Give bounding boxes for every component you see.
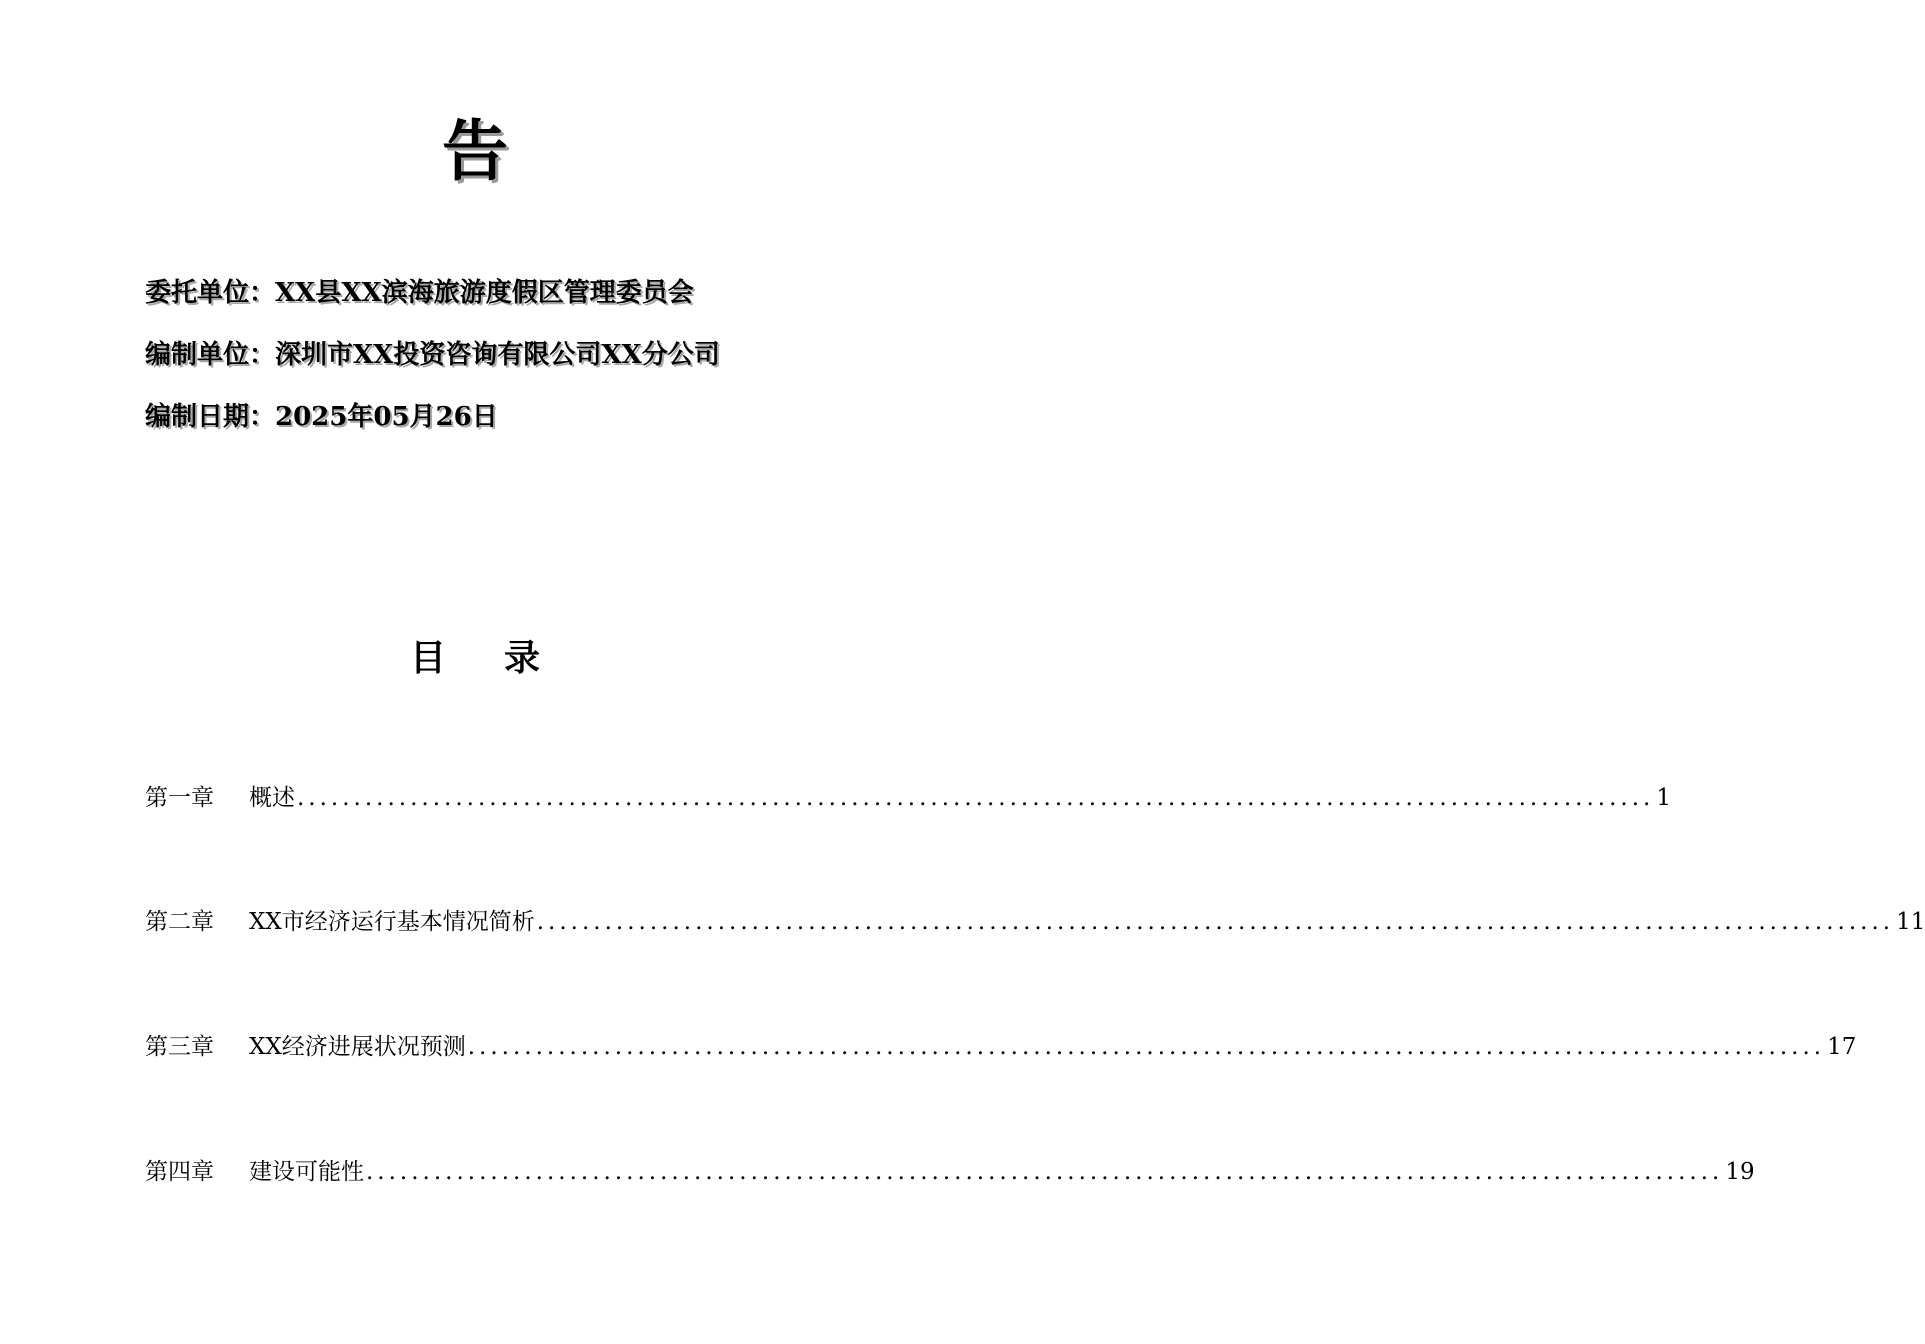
toc-heading [0,637,950,679]
toc-entry[interactable] [145,782,1671,814]
toc-title: XX经济进展状况预测 [249,1034,466,1060]
report-title-char: 告 [442,112,508,190]
toc-title: 建设可能性 [249,1159,364,1185]
toc-entry[interactable] [145,906,1925,938]
toc-chapter: 第四章 [145,1159,214,1185]
toc-chapter: 第三章 [145,1034,214,1060]
toc-heading-right: 录 [504,637,541,679]
toc-leader-dots: ........................................................................................................................ [297,785,1655,811]
toc-title: 概述 [249,785,295,811]
toc-leader-dots: ........................................................................................................................ [366,1159,1724,1185]
toc-leader-dots: ........................................................................................................................ [536,909,1895,935]
commissioning-unit: 委托单位：XX县XX滨海旅游度假区管理委员会 [145,278,694,308]
toc-chapter: 第一章 [145,785,214,811]
toc-chapter: 第二章 [145,909,214,935]
toc-entry[interactable] [145,1156,1755,1188]
compile-date: 编制日期：2025年05月26日 [145,402,498,432]
compiling-unit: 编制单位：深圳市XX投资咨询有限公司XX分公司 [145,340,720,370]
toc-entry[interactable] [145,1031,1857,1063]
toc-page-number: 17 [1827,1034,1857,1060]
toc-leader-dots: ........................................................................................................................ [467,1034,1826,1060]
toc-title: XX市经济运行基本情况简析 [249,909,535,935]
toc-page-number: 11 [1896,909,1925,935]
toc-page-number: 19 [1725,1159,1755,1185]
toc-page-number: 1 [1656,785,1671,811]
toc-heading-left: 目 [409,637,446,679]
